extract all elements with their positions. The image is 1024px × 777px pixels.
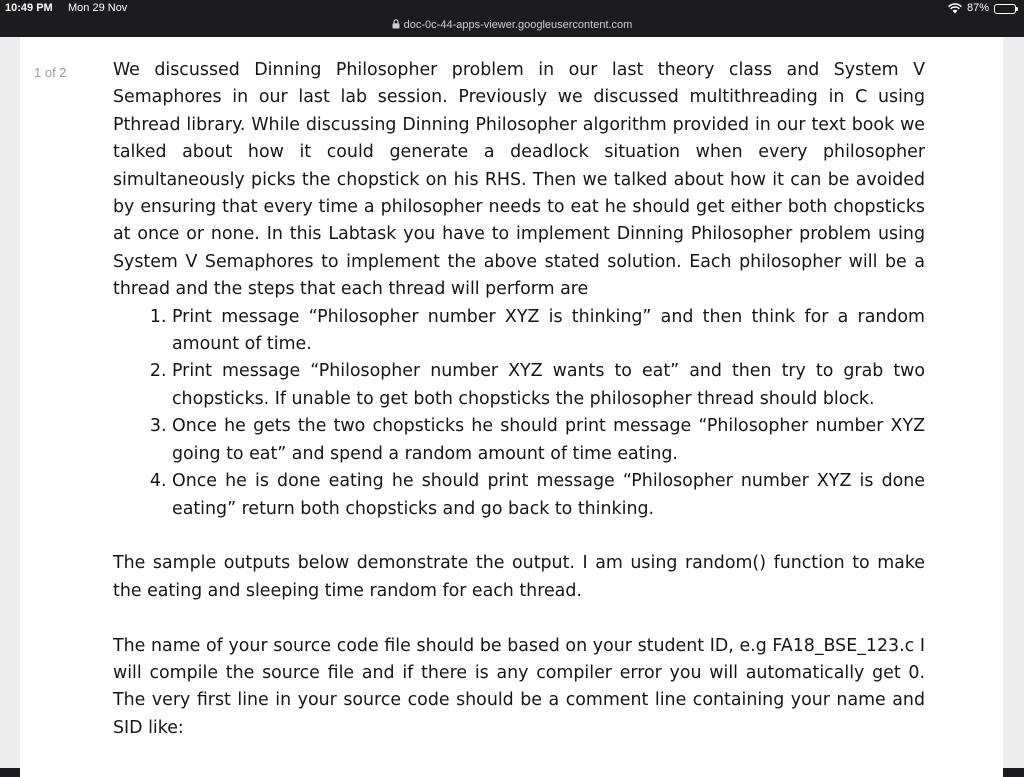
- page-indicator: 1 of 2: [34, 65, 67, 80]
- list-item: 2. Print message “Philosopher number XYZ wants to eat” and then try to grab two chopsticks. If unable to get both chopsticks the philosopher thread should block.: [172, 358, 925, 413]
- list-item: 1. Print message “Philosopher number XYZ is thinking” and then think for a random amount of time.: [172, 304, 925, 359]
- battery-icon: [994, 4, 1016, 14]
- url-text: doc-0c-44-apps-viewer.googleusercontent.com: [403, 19, 633, 31]
- list-item: 4. Once he is done eating he should print message “Philosopher number XYZ is done eating” return both chopsticks and go back to thinking.: [172, 468, 925, 523]
- steps-list: [113, 304, 925, 523]
- sample-output-paragraph: The sample outputs below demonstrate the output. I am using random() function to make the eating and sleeping time random for each thread.: [113, 553, 925, 601]
- filename-paragraph: The name of your source code file should be based on your student ID, e.g FA18_BSE_123.c I will compile the source file and if there is any compiler error you will automatically get 0. The very first line in your source code should be a comment line containing your name and SID like:: [113, 635, 925, 738]
- paragraph-spacer: [113, 523, 925, 550]
- battery-percentage: 87%: [966, 2, 989, 14]
- intro-paragraph: We discussed Dinning Philosopher problem in our last theory class and System V Semaphores in our last lab session. Previously we discussed multithreading in C using Pthread library. While discussing Dinning Philosopher algorithm provided in our text book we talked about how it could generate a deadlock situation when every philosopher simultaneously picks the chopstick on his RHS. Then we talked about how it can be avoided by ensuring that every time a philosopher needs to eat he should get either both chopsticks at once or none. In this Labtask you have to implement Dinning Philosopher problem using System V Semaphores to implement the above stated solution. Each philosopher will be a thread and the steps that each thread will perform are: [113, 60, 925, 300]
- document-body: [113, 57, 925, 742]
- status-bar: [0, 0, 1024, 17]
- lock-icon: [392, 19, 400, 29]
- paragraph-spacer: [113, 605, 925, 632]
- status-date: Mon 29 Nov: [68, 2, 128, 14]
- status-indicators: [948, 0, 1016, 17]
- status-time: 10:49 PM: [5, 2, 53, 14]
- wifi-icon: [948, 3, 962, 14]
- list-item: 3. Once he gets the two chopsticks he should print message “Philosopher number XYZ going to eat” and spend a random amount of time eating.: [172, 413, 925, 468]
- address-bar[interactable]: [0, 17, 1024, 37]
